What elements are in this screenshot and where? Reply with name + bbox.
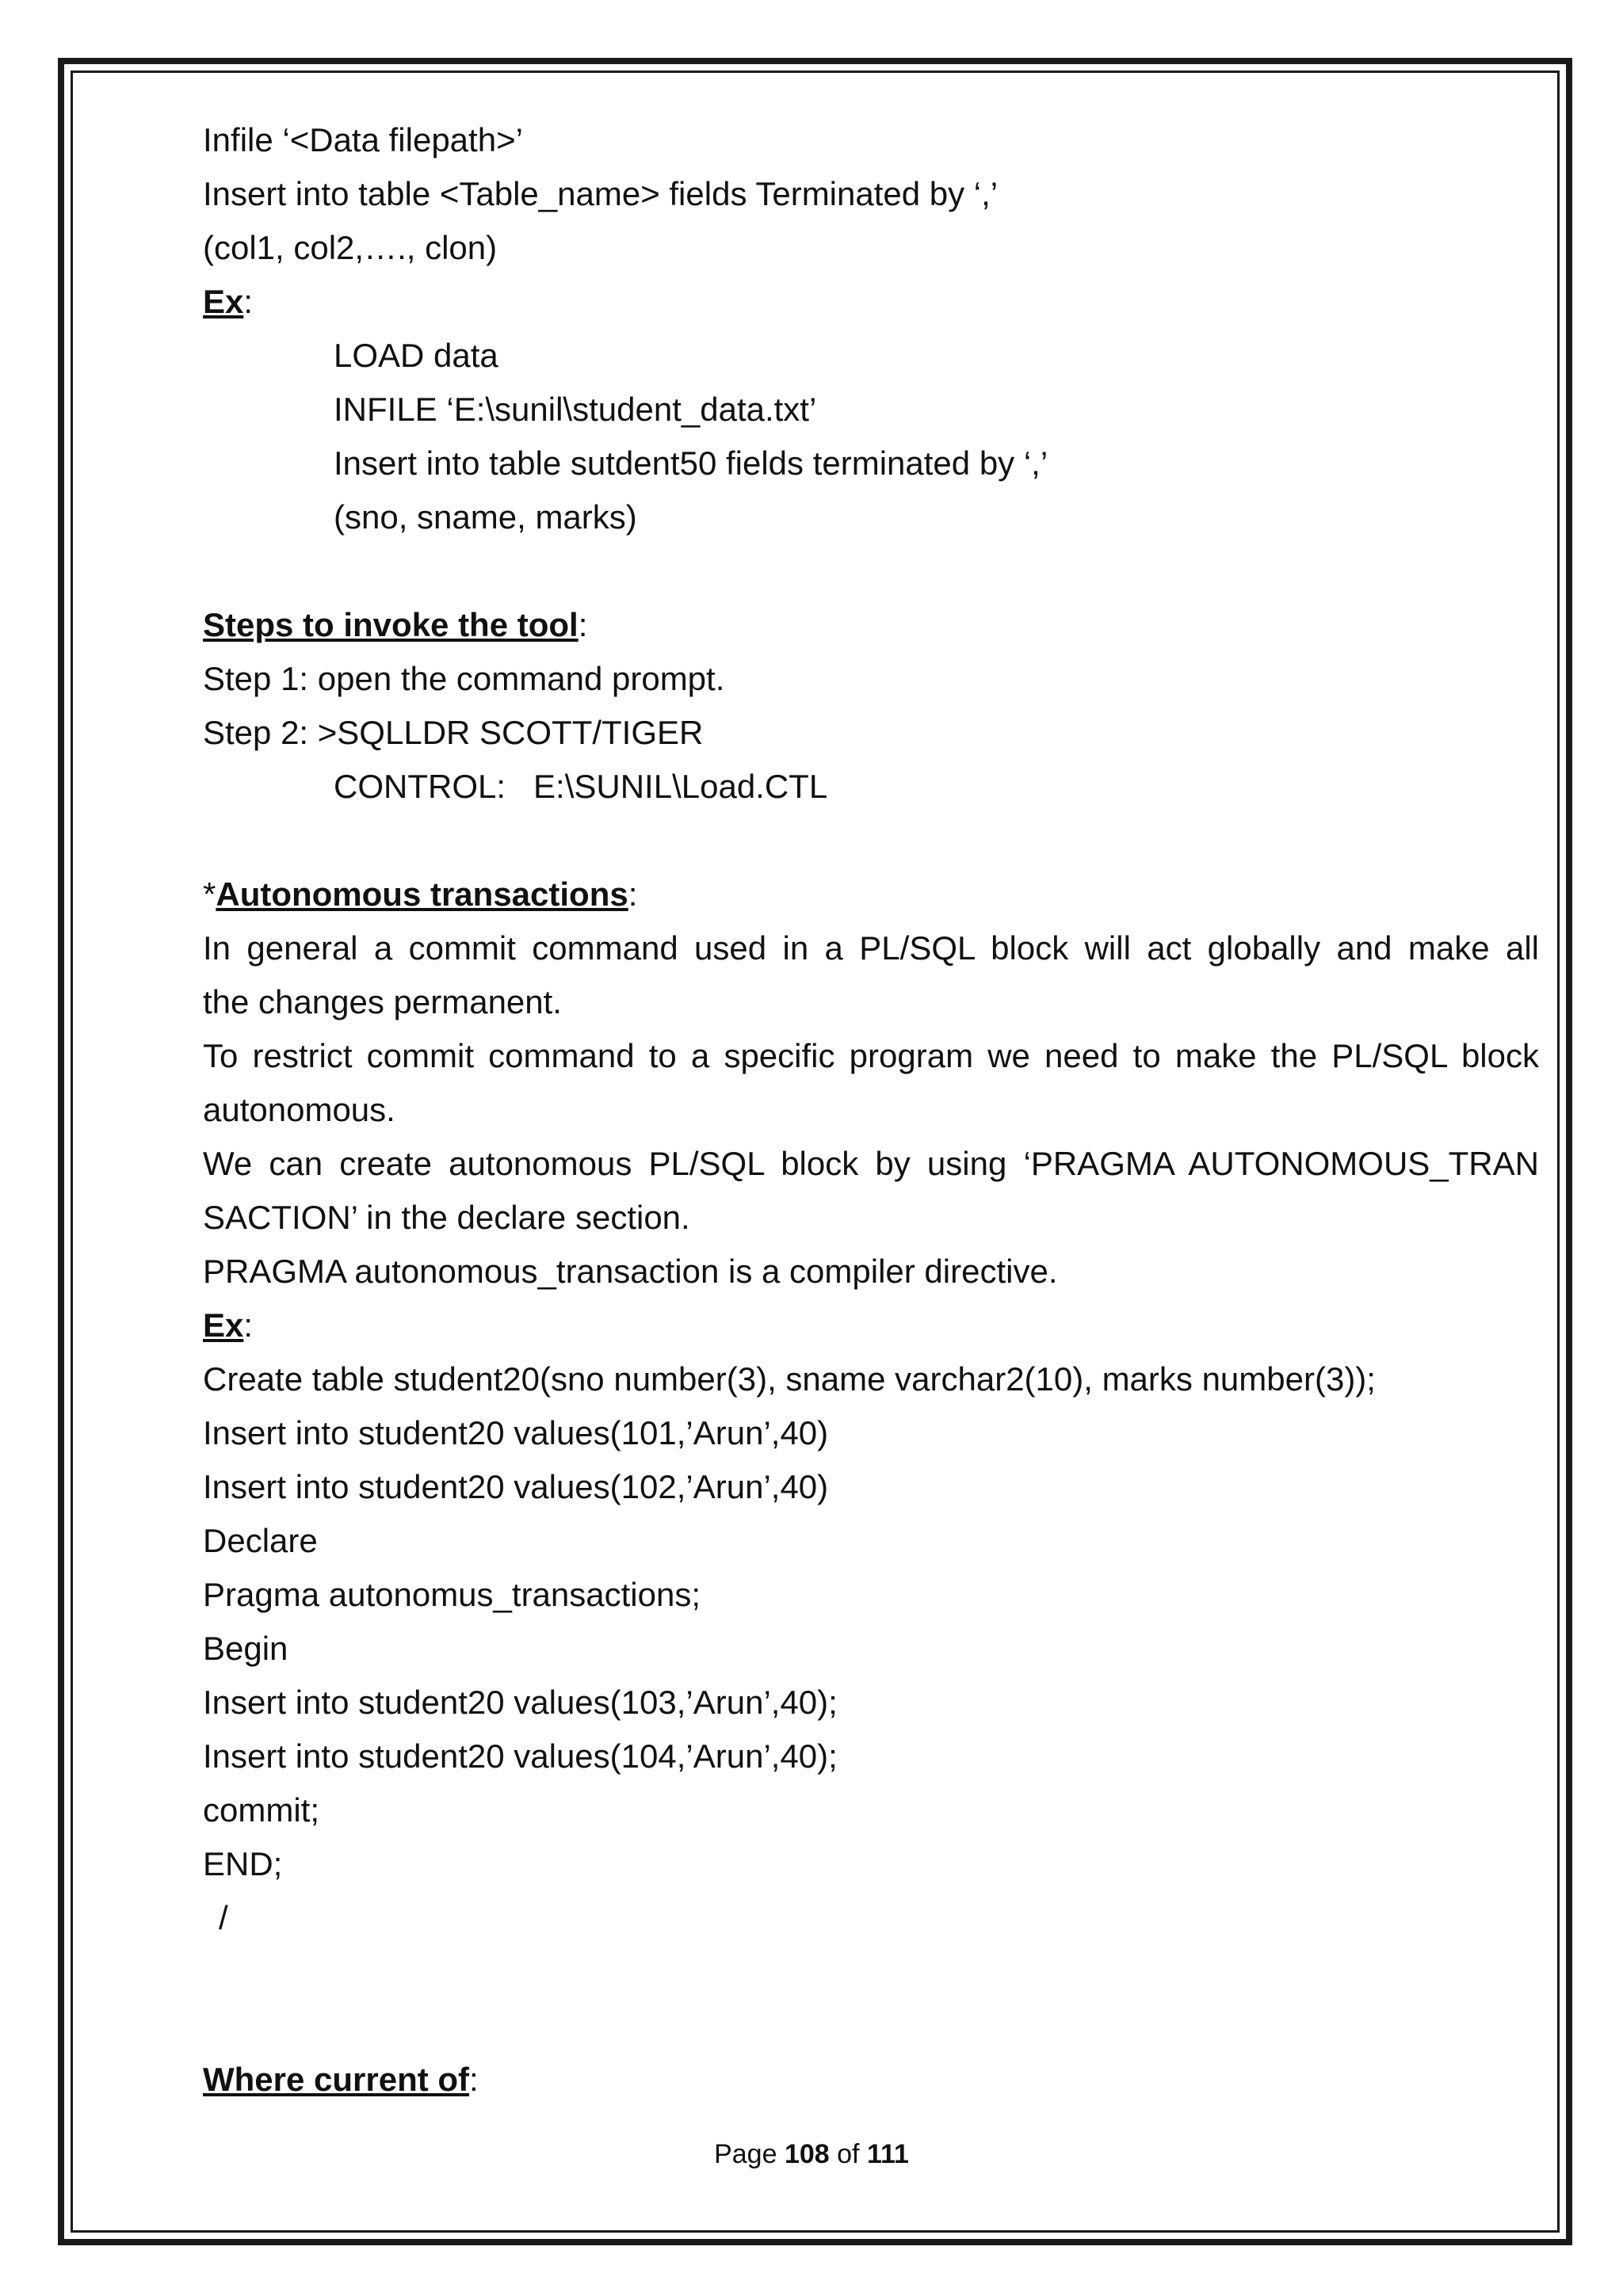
paragraph-line: SACTION’ in the declare section. — [203, 1199, 690, 1236]
text-line: Infile ‘<Data filepath>’ — [203, 121, 523, 158]
paragraph-line: autonomous. — [203, 1091, 395, 1128]
section-heading-autonomous: *Autonomous transactions: — [203, 875, 638, 913]
code-line: / — [219, 1899, 228, 1936]
code-line: Insert into student20 values(104,’Arun’,40); — [203, 1737, 838, 1775]
page-footer — [0, 2139, 1623, 2170]
code-line: commit; — [203, 1791, 319, 1829]
example-label: Ex: — [203, 1306, 254, 1344]
document-body — [203, 117, 1539, 2111]
paragraph-line: the changes permanent. — [203, 983, 562, 1020]
code-line: Insert into table sutdent50 fields terminated by ‘,’ — [334, 444, 1048, 482]
paragraph-line: In general a commit command used in a PL/SQL block will act globally and make all — [203, 929, 1539, 967]
code-line: (sno, sname, marks) — [334, 498, 637, 536]
step-line: CONTROL: E:\SUNIL\Load.CTL — [334, 768, 828, 805]
code-line: Insert into student20 values(101,’Arun’,40) — [203, 1414, 829, 1451]
text-line: Insert into table <Table_name> fields Terminated by ‘,’ — [203, 175, 999, 212]
text-line: (col1, col2,…., clon) — [203, 229, 498, 266]
step-line: Step 1: open the command prompt. — [203, 660, 725, 697]
code-line: Create table student20(sno number(3), sname varchar2(10), marks number(3)); — [203, 1360, 1376, 1398]
page-number: 108 — [784, 2139, 830, 2169]
code-line: LOAD data — [334, 337, 498, 374]
code-line: END; — [203, 1845, 283, 1882]
code-line: Declare — [203, 1522, 318, 1559]
code-line: Pragma autonomus_transactions; — [203, 1576, 701, 1613]
code-line: Insert into student20 values(103,’Arun’,40); — [203, 1684, 838, 1721]
code-line: Begin — [203, 1630, 288, 1667]
section-heading-where-current-of: Where current of: — [203, 2061, 479, 2098]
paragraph-line: We can create autonomous PL/SQL block by using ‘PRAGMA AUTONOMOUS_TRAN — [203, 1145, 1539, 1182]
page-word: Page — [714, 2139, 777, 2169]
page-total: 111 — [866, 2139, 909, 2169]
step-line: Step 2: >SQLLDR SCOTT/TIGER — [203, 714, 704, 751]
paragraph-line: PRAGMA autonomous_transaction is a compiler directive. — [203, 1253, 1058, 1290]
paragraph-line: To restrict commit command to a specific program we need to make the PL/SQL block — [203, 1037, 1539, 1074]
code-line: INFILE ‘E:\sunil\student_data.txt’ — [334, 391, 817, 428]
code-line: Insert into student20 values(102,’Arun’,40) — [203, 1468, 829, 1505]
example-label: Ex: — [203, 283, 254, 320]
of-word: of — [837, 2139, 860, 2169]
section-heading-steps: Steps to invoke the tool: — [203, 606, 588, 643]
